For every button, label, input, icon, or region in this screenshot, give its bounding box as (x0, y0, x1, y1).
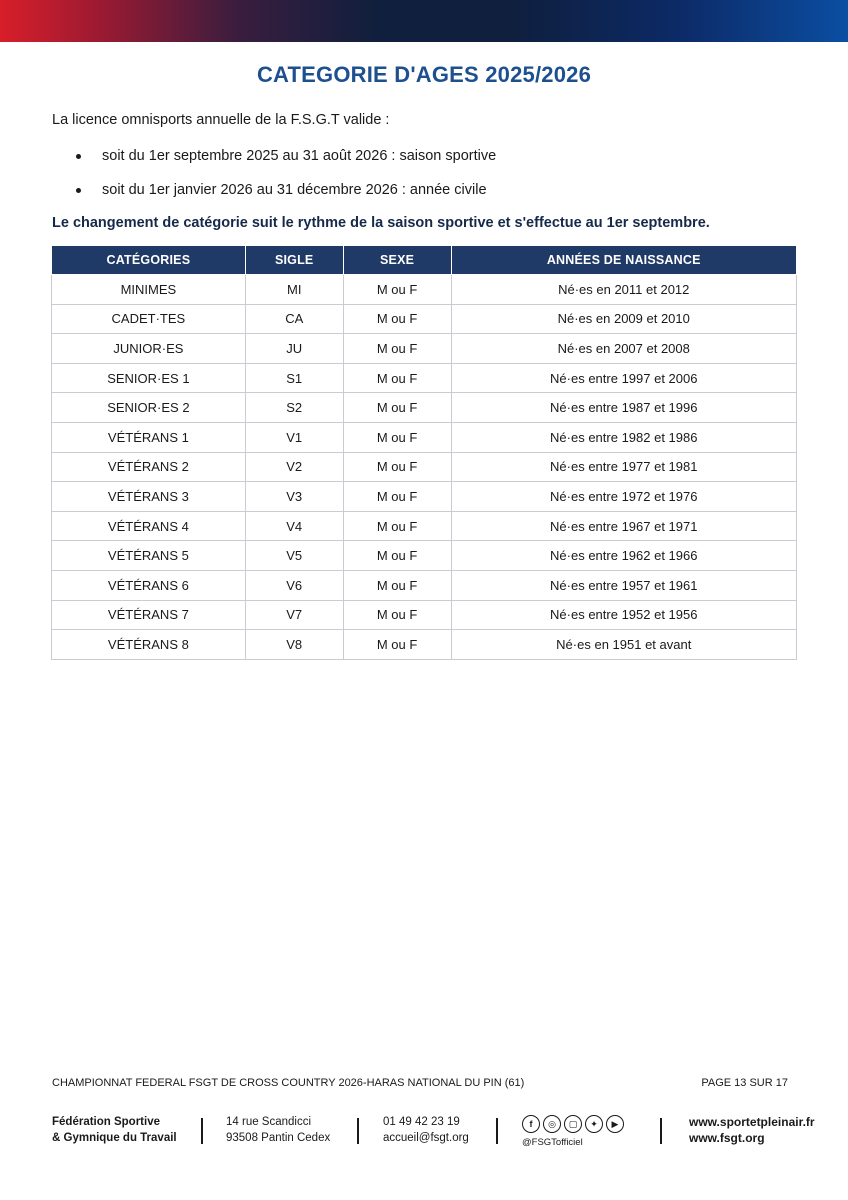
email-link[interactable]: accueil@fsgt.org (383, 1132, 469, 1144)
table-header-row (52, 246, 797, 275)
table-row (52, 541, 797, 571)
cell-sexe: M ou F (343, 363, 451, 393)
instagram-icon[interactable]: ◎ (543, 1115, 561, 1133)
cell-birth-years: Né·es entre 1997 et 2006 (451, 363, 797, 393)
column-header-birth-years: ANNÉES DE NAISSANCE (451, 246, 797, 275)
cell-sexe: M ou F (343, 630, 451, 660)
federation-name (52, 1114, 177, 1146)
cell-sigle: CA (245, 304, 343, 334)
list-item (52, 180, 496, 214)
postal-address (226, 1114, 330, 1146)
page-title: CATEGORIE D'AGES 2025/2026 (256, 62, 592, 87)
cell-birth-years: Né·es entre 1987 et 1996 (451, 393, 797, 423)
cell-birth-years: Né·es entre 1977 et 1981 (451, 452, 797, 482)
cell-sexe: M ou F (343, 334, 451, 364)
cell-sexe: M ou F (343, 275, 451, 305)
table-row (52, 422, 797, 452)
cell-sigle: V8 (245, 630, 343, 660)
cell-birth-years: Né·es entre 1982 et 1986 (451, 422, 797, 452)
list-item-text: soit du 1er janvier 2026 au 31 décembre 2026 : année civile (102, 182, 487, 198)
cell-category: VÉTÉRANS 4 (52, 511, 246, 541)
cell-category: JUNIOR·ES (52, 334, 246, 364)
website-link-fsgt[interactable]: www.fsgt.org (689, 1131, 765, 1145)
social-handle[interactable]: @FSGTofficiel (522, 1137, 583, 1148)
cell-sigle: V6 (245, 570, 343, 600)
intro-text: La licence omnisports annuelle de la F.S.G.T valide : (52, 112, 390, 128)
cell-sexe: M ou F (343, 511, 451, 541)
contact-info (383, 1114, 469, 1146)
table-row (52, 511, 797, 541)
website-link-sportetpleinair[interactable]: www.sportetpleinair.fr (689, 1115, 815, 1129)
websites (689, 1114, 815, 1146)
column-header-categories: CATÉGORIES (52, 246, 246, 275)
cell-sigle: V4 (245, 511, 343, 541)
age-categories-table (51, 245, 797, 660)
cell-category: VÉTÉRANS 6 (52, 570, 246, 600)
cell-category: VÉTÉRANS 2 (52, 452, 246, 482)
cell-sigle: S1 (245, 363, 343, 393)
cell-birth-years: Né·es entre 1962 et 1966 (451, 541, 797, 571)
cell-sexe: M ou F (343, 304, 451, 334)
cell-category: VÉTÉRANS 5 (52, 541, 246, 571)
cell-category: VÉTÉRANS 3 (52, 482, 246, 512)
table-row (52, 275, 797, 305)
footer-event-title: CHAMPIONNAT FEDERAL FSGT DE CROSS COUNTRY 2026-HARAS NATIONAL DU PIN (61) (52, 1077, 525, 1089)
cell-sigle: V5 (245, 541, 343, 571)
address-line-2: 93508 Pantin Cedex (226, 1132, 331, 1144)
cell-birth-years: Né·es en 2007 et 2008 (451, 334, 797, 364)
cell-birth-years: Né·es entre 1957 et 1961 (451, 570, 797, 600)
cell-sigle: V3 (245, 482, 343, 512)
cell-sigle: V2 (245, 452, 343, 482)
top-color-band (0, 0, 848, 42)
table-row (52, 363, 797, 393)
validity-list (52, 146, 496, 214)
table-row (52, 600, 797, 630)
bullet-icon (76, 154, 81, 159)
cell-sexe: M ou F (343, 600, 451, 630)
cell-category: SENIOR·ES 2 (52, 393, 246, 423)
address-line-1: 14 rue Scandicci (226, 1116, 312, 1128)
cell-category: MINIMES (52, 275, 246, 305)
facebook-icon[interactable]: f (522, 1115, 540, 1133)
table-row (52, 630, 797, 660)
table-row (52, 570, 797, 600)
cell-birth-years: Né·es en 2011 et 2012 (451, 275, 797, 305)
social-links (522, 1115, 624, 1148)
table-row (52, 482, 797, 512)
list-item (52, 146, 496, 180)
footer-divider (201, 1118, 203, 1144)
federation-line-1: Fédération Sportive (52, 1116, 160, 1128)
cell-category: CADET·TES (52, 304, 246, 334)
cell-sexe: M ou F (343, 452, 451, 482)
cell-category: SENIOR·ES 1 (52, 363, 246, 393)
cell-birth-years: Né·es entre 1952 et 1956 (451, 600, 797, 630)
table-row (52, 393, 797, 423)
youtube-icon[interactable]: ▶ (606, 1115, 624, 1133)
table-row (52, 334, 797, 364)
footer-divider (496, 1118, 498, 1144)
footer-divider (660, 1118, 662, 1144)
cell-birth-years: Né·es en 2009 et 2010 (451, 304, 797, 334)
cell-sexe: M ou F (343, 422, 451, 452)
cell-category: VÉTÉRANS 8 (52, 630, 246, 660)
table-row (52, 452, 797, 482)
phone-number: 01 49 42 23 19 (383, 1116, 460, 1128)
cell-sexe: M ou F (343, 393, 451, 423)
cell-sexe: M ou F (343, 482, 451, 512)
cell-sigle: MI (245, 275, 343, 305)
cell-sexe: M ou F (343, 541, 451, 571)
cell-category: VÉTÉRANS 1 (52, 422, 246, 452)
page-number: PAGE 13 SUR 17 (701, 1077, 788, 1089)
list-item-text: soit du 1er septembre 2025 au 31 août 2026 : saison sportive (102, 148, 497, 164)
cell-sigle: JU (245, 334, 343, 364)
cell-category: VÉTÉRANS 7 (52, 600, 246, 630)
cell-sexe: M ou F (343, 570, 451, 600)
cell-sigle: V1 (245, 422, 343, 452)
cell-sigle: S2 (245, 393, 343, 423)
column-header-sigle: SIGLE (245, 246, 343, 275)
cell-birth-years: Né·es entre 1967 et 1971 (451, 511, 797, 541)
category-change-rule: Le changement de catégorie suit le rythme de la saison sportive et s'effectue au 1er septembre. (52, 215, 710, 231)
bullet-icon (76, 188, 81, 193)
federation-line-2: & Gymnique du Travail (52, 1132, 177, 1144)
twitter-icon[interactable]: ✦ (585, 1115, 603, 1133)
twitch-icon[interactable]: ▢ (564, 1115, 582, 1133)
table-row (52, 304, 797, 334)
cell-birth-years: Né·es en 1951 et avant (451, 630, 797, 660)
column-header-sexe: SEXE (343, 246, 451, 275)
footer-divider (357, 1118, 359, 1144)
cell-sigle: V7 (245, 600, 343, 630)
cell-birth-years: Né·es entre 1972 et 1976 (451, 482, 797, 512)
